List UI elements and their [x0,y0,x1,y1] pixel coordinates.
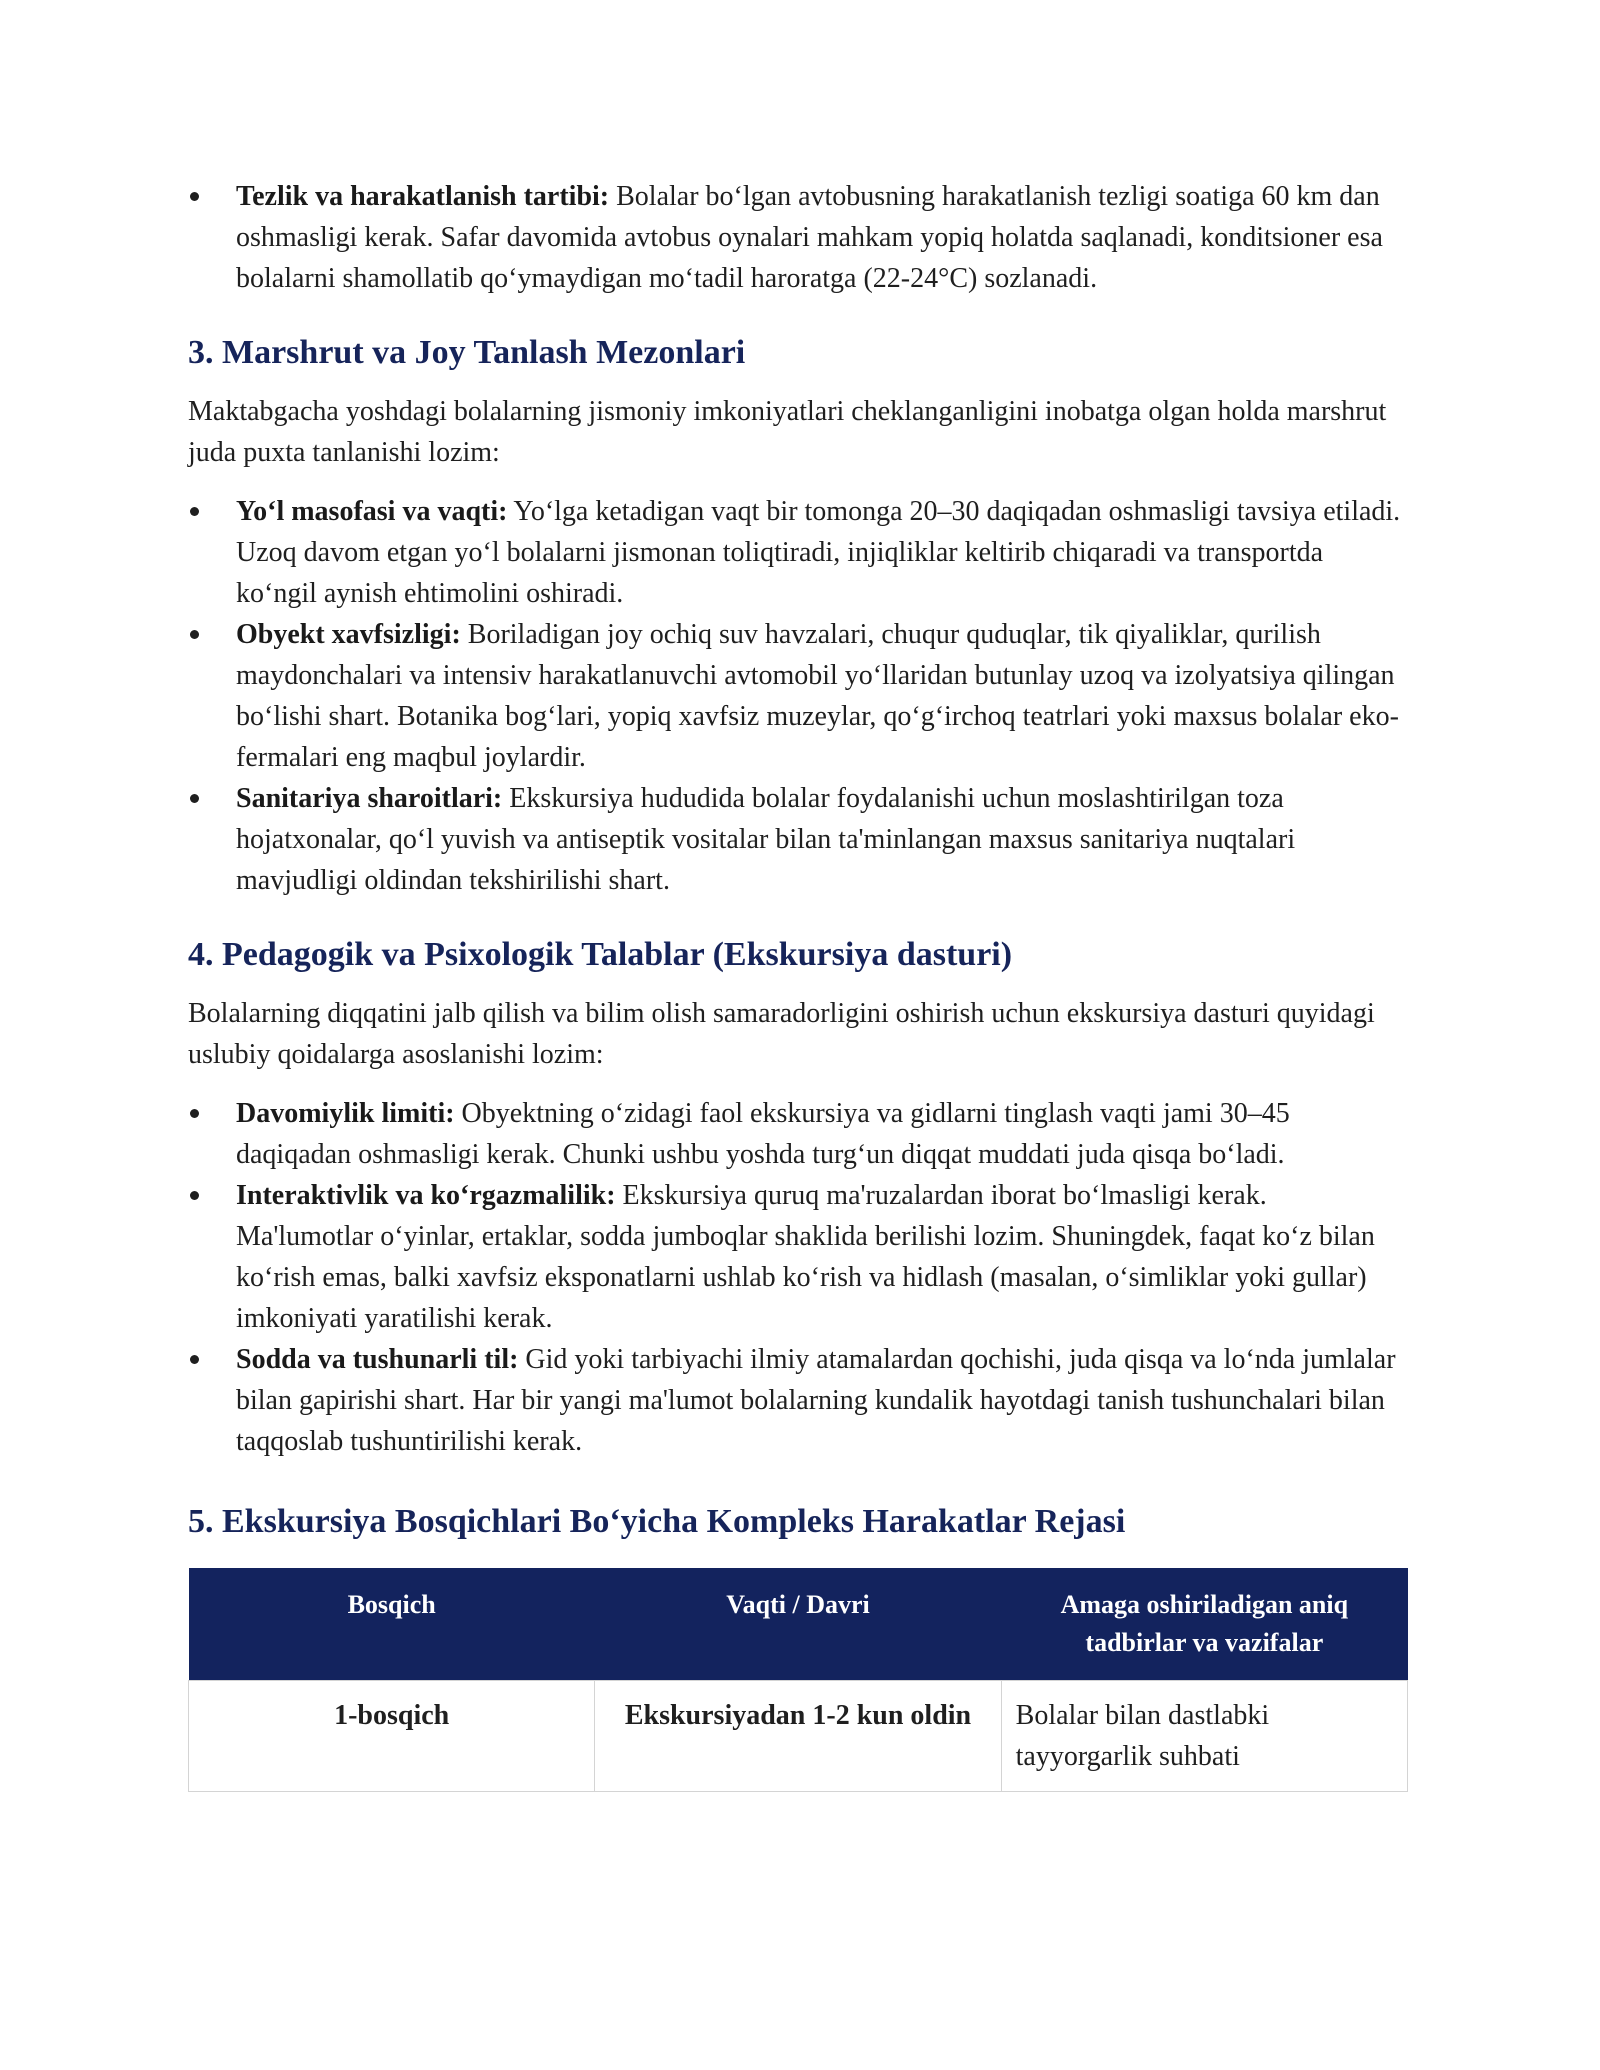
bullet-text: Ekskursiya quruq ma'ruzalardan iborat boʻlmasligi kerak. Ma'lumotlar oʻyinlar, ertaklar, sodda jumboqlar shaklida berilishi lozim. Shuningdek, faqat koʻz bilan koʻrish emas, balki xavfsiz eksponatlarni ushlab koʻrish va hidlash (masalan, oʻsimliklar yoki gullar) imkoniyati yaratilishi kerak. [236,1180,1375,1334]
document-page [188,176,1408,1792]
bullet-term: Davomiylik limiti: [236,1098,455,1129]
action-plan-table [188,1568,1408,1792]
section3-bullet-list [188,491,1408,901]
bullet-term: Tezlik va harakatlanish tartibi: [236,181,610,212]
section3-heading: 3. Marshrut va Joy Tanlash Mezonlari [188,334,746,371]
section2-bullet-list [188,176,1408,299]
bullet-text: Gid yoki tarbiyachi ilmiy atamalardan qochishi, juda qisqa va loʻnda jumlalar bilan gapirishi shart. Har bir yangi ma'lumot bolalarning kundalik hayotdagi tanish tushunchalari bilan taqqoslab tushuntirilishi kerak. [236,1344,1396,1457]
bullet-term: Sanitariya sharoitlari: [236,783,503,814]
bullet-term: Sodda va tushunarli til: [236,1344,519,1375]
table-header-cell: Amaga oshiriladigan aniq tadbirlar va vazifalar [1001,1568,1407,1681]
list-item [188,614,1408,778]
table-cell: Bolalar bilan dastlabki tayyorgarlik suhbati [1001,1681,1407,1792]
table-cell: Ekskursiyadan 1-2 kun oldin [595,1681,1001,1792]
list-item [188,491,1408,614]
bullet-text: Bolalar boʻlgan avtobusning harakatlanish tezligi soatiga 60 km dan oshmasligi kerak. Safar davomida avtobus oynalari mahkam yopiq holatda saqlanadi, konditsioner esa bolalarni shamollatib qoʻymaydigan moʻtadil haroratga (22-24°C) sozlanadi. [236,181,1383,294]
list-item [188,1093,1408,1175]
bullet-term: Obyekt xavfsizligi: [236,619,461,650]
section4-bullet-list [188,1093,1408,1462]
table-header-row [189,1568,1408,1681]
bullet-text: Obyektning oʻzidagi faol ekskursiya va gidlarni tinglash vaqti jami 30–45 daqiqadan oshmasligi kerak. Chunki ushbu yoshda turgʻun diqqat muddati juda qisqa boʻladi. [236,1098,1290,1170]
section3-intro: Maktabgacha yoshdagi bolalarning jismoniy imkoniyatlari cheklanganligini inobatga olgan holda marshrut juda puxta tanlanishi lozim: [188,396,1387,468]
table-header-cell: Bosqich [189,1568,595,1681]
list-item [188,1175,1408,1339]
list-item [188,176,1408,299]
bullet-text: Ekskursiya hududida bolalar foydalanishi uchun moslashtirilgan toza hojatxonalar, qoʻl yuvish va antiseptik vositalar bilan ta'minlangan maxsus sanitariya nuqtalari mavjudligi oldindan tekshirilishi shart. [236,783,1296,896]
list-item [188,778,1408,901]
bullet-text: Yoʻlga ketadigan vaqt bir tomonga 20–30 daqiqadan oshmasligi tavsiya etiladi. Uzoq davom etgan yoʻl bolalarni jismonan toliqtiradi, injiqliklar keltirib chiqaradi va transportda koʻngil aynish ehtimolini oshiradi. [236,496,1401,609]
section5-heading: 5. Ekskursiya Bosqichlari Boʻyicha Kompleks Harakatlar Rejasi [188,1503,1126,1540]
list-item [188,1339,1408,1462]
table-header-cell: Vaqti / Davri [595,1568,1001,1681]
table-row [189,1681,1408,1792]
table-cell: 1-bosqich [189,1681,595,1792]
bullet-text: Boriladigan joy ochiq suv havzalari, chuqur quduqlar, tik qiyaliklar, qurilish maydonchalari va intensiv harakatlanuvchi avtomobil yoʻllaridan butunlay uzoq va izolyatsiya qilingan boʻlishi shart. Botanika bogʻlari, yopiq xavfsiz muzeylar, qoʻgʻirchoq teatrlari yoki maxsus bolalar eko-fermalari eng maqbul joylardir. [236,619,1399,773]
bullet-term: Interaktivlik va koʻrgazmalilik: [236,1180,616,1211]
section4-heading: 4. Pedagogik va Psixologik Talablar (Ekskursiya dasturi) [188,936,1013,973]
bullet-term: Yoʻl masofasi va vaqti: [236,496,508,527]
section4-intro: Bolalarning diqqatini jalb qilish va bilim olish samaradorligini oshirish uchun ekskursiya dasturi quyidagi uslubiy qoidalarga asoslanishi lozim: [188,998,1375,1070]
